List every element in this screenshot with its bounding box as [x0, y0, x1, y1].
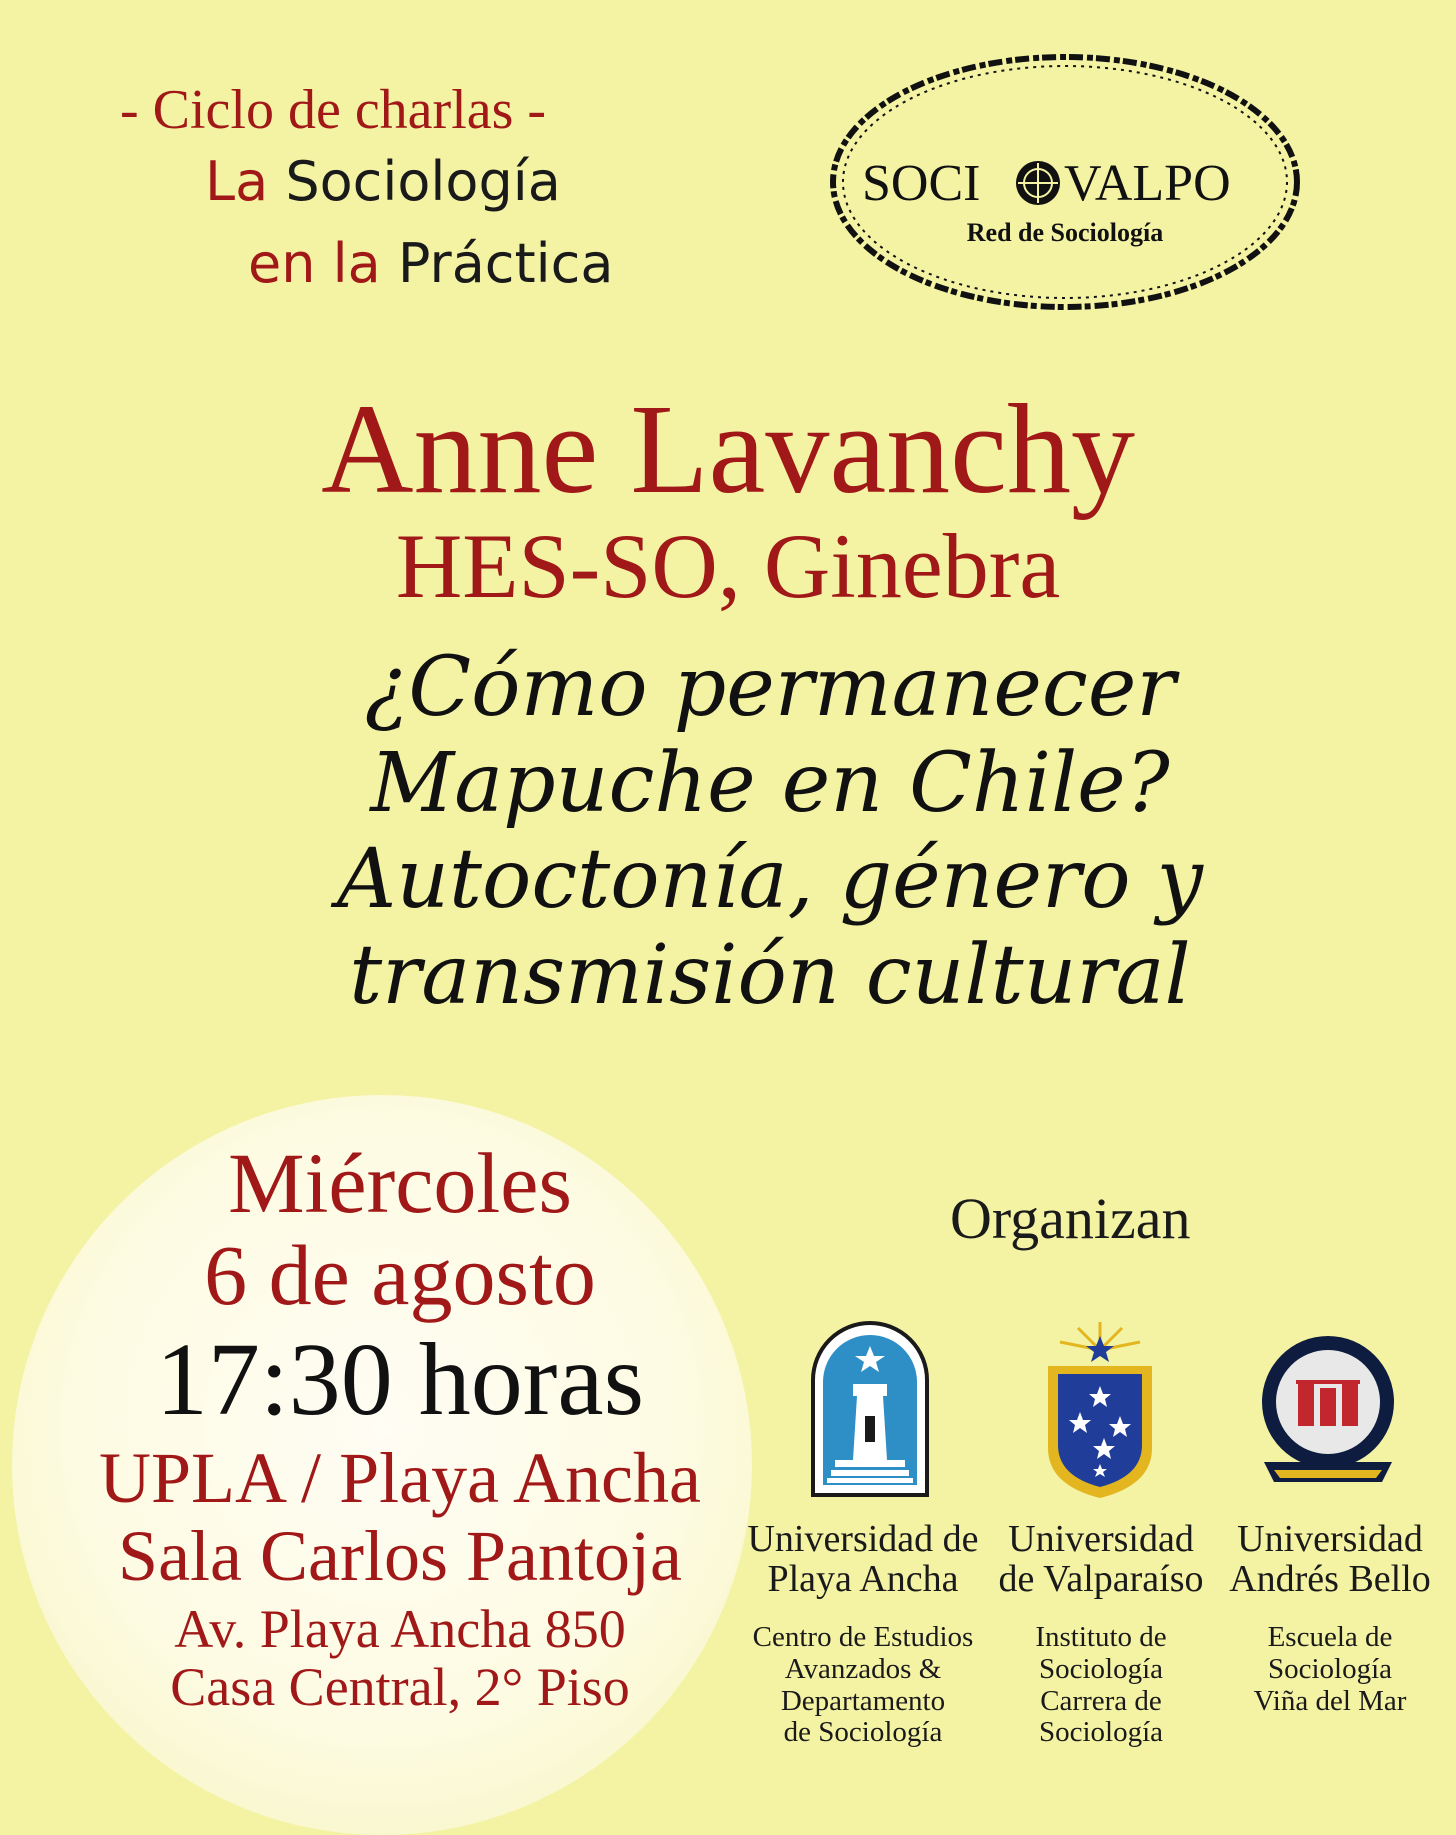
talk-title-line: transmisión cultural [349, 927, 1191, 1023]
event-info [20, 1110, 780, 1717]
talk-title-line: ¿Cómo permanecer [364, 640, 1176, 735]
globe-icon [1016, 161, 1060, 205]
event-venue: UPLA / Playa Ancha [99, 1438, 701, 1518]
organizer-name [1205, 1520, 1455, 1600]
organizer-name-line: Universidad [1008, 1518, 1194, 1560]
event-day: Miércoles [228, 1135, 572, 1231]
organizer-name-line: Universidad [1237, 1518, 1423, 1560]
organizer-dept-line: Sociología [1038, 1716, 1164, 1749]
organizer-dept-line: Avanzados & [784, 1652, 942, 1685]
series-subtitle-line2 [248, 232, 613, 295]
socivalpo-logo [820, 45, 1310, 320]
organizer-upla [738, 1520, 988, 1749]
event-address-floor: Casa Central, 2° Piso [170, 1657, 630, 1717]
series-subtitle-line1 [205, 150, 561, 213]
logo-subtitle: Red de Sociología [966, 218, 1164, 247]
organizer-uv [976, 1520, 1226, 1749]
organizer-dept-line: Centro de Estudios [752, 1620, 974, 1653]
organizer-dept-line: de Sociología [783, 1716, 943, 1749]
organizer-dept-line: Instituto de [1035, 1620, 1167, 1653]
series-word-sociologia: Sociología [285, 150, 561, 213]
speaker-affiliation: HES-SO, Ginebra [395, 515, 1061, 617]
organizer-department [1205, 1622, 1455, 1718]
organizer-dept-line: Sociología [1267, 1652, 1393, 1685]
event-address: Av. Playa Ancha 850 [174, 1599, 626, 1659]
organizer-dept-line: Viña del Mar [1253, 1684, 1407, 1717]
logo-text-valpo: VALPO [1064, 155, 1231, 212]
organizer-name [738, 1520, 988, 1600]
southern-cross-shield-icon [1040, 1320, 1160, 1500]
organizer-dept-line: Escuela de [1267, 1620, 1393, 1653]
organizers-label: Organizan [950, 1186, 1191, 1251]
organizer-unab [1205, 1520, 1455, 1717]
unab-seal-icon [1258, 1320, 1398, 1500]
series-word-practica: Práctica [397, 232, 614, 295]
talk-title [180, 640, 1360, 1024]
talk-title-line: Mapuche en Chile? [370, 735, 1170, 831]
organizer-dept-line: Departamento [780, 1684, 946, 1717]
lighthouse-crest-icon [805, 1320, 935, 1500]
event-date: 6 de agosto [204, 1227, 596, 1323]
organizer-department [738, 1622, 988, 1750]
organizer-name-line: Playa Ancha [767, 1557, 959, 1600]
speaker-name: Anne Lavanchy [321, 378, 1135, 520]
talk-title-line: Autoctonía, género y [337, 831, 1203, 927]
event-room: Sala Carlos Pantoja [118, 1516, 682, 1596]
organizer-name-line: Andrés Bello [1229, 1557, 1431, 1600]
organizer-name-line: Universidad de [747, 1518, 979, 1560]
series-word-la: La [205, 150, 269, 213]
series-word-en-la: en la [248, 232, 381, 295]
organizer-name-line: de Valparaíso [998, 1557, 1204, 1600]
organizer-dept-line: Sociología [1038, 1652, 1164, 1685]
organizer-name [976, 1520, 1226, 1600]
event-time: 17:30 horas [155, 1322, 645, 1437]
organizer-dept-line: Carrera de [1040, 1684, 1162, 1717]
logo-text-soci: SOCI [862, 155, 981, 212]
series-title: - Ciclo de charlas - [120, 79, 547, 141]
organizer-department [976, 1622, 1226, 1750]
